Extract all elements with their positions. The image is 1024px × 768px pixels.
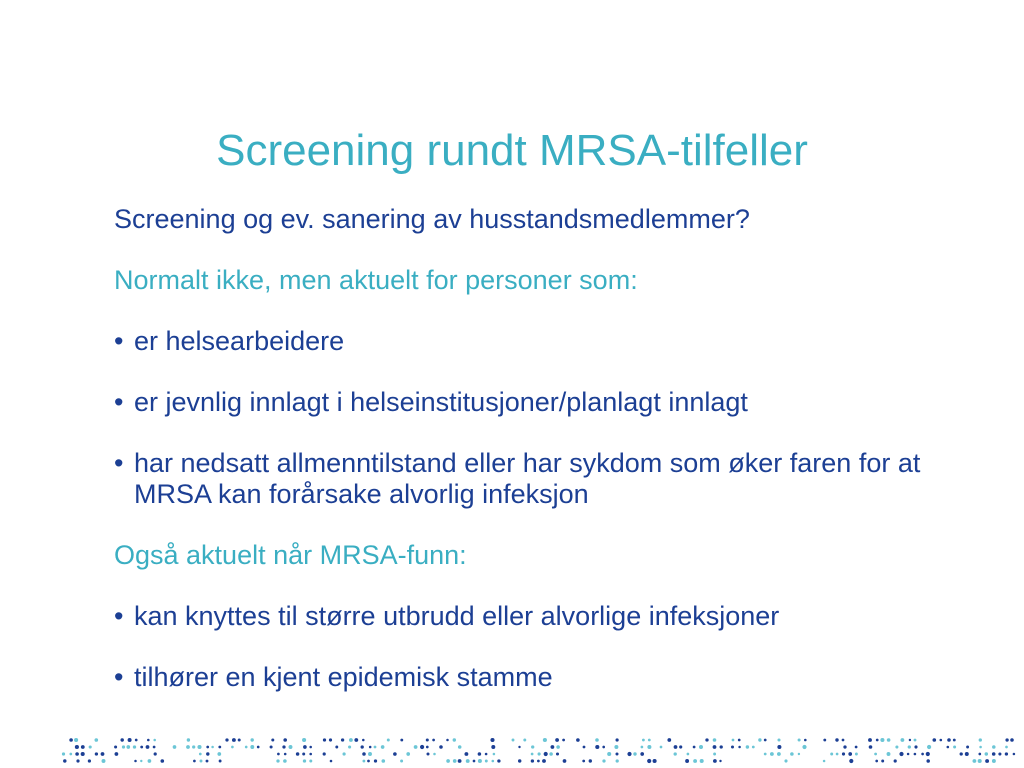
section1-heading: Normalt ikke, men aktuelt for personer som: xyxy=(114,265,638,295)
question-text: Screening og ev. sanering av husstandsmedlemmer? xyxy=(114,204,750,234)
list-item xyxy=(114,387,994,418)
list-item xyxy=(114,601,994,632)
bullet-icon: • xyxy=(114,326,124,356)
bullet-icon: • xyxy=(114,662,124,692)
bullet-icon: • xyxy=(114,601,124,631)
slide-body xyxy=(114,204,994,723)
list-item xyxy=(114,326,994,357)
list-item-text: tilhører en kjent epidemisk stamme xyxy=(134,662,553,692)
list-item-text: er helsearbeidere xyxy=(134,326,345,356)
list-item xyxy=(114,662,994,693)
bullet-icon: • xyxy=(114,448,124,478)
list-item-text: har nedsatt allmenntilstand eller har sykdom som øker faren for at MRSA kan forårsake alvorlig infeksjon xyxy=(134,448,921,509)
slide-title: Screening rundt MRSA-tilfeller xyxy=(216,126,808,175)
decorative-dot-pattern xyxy=(60,736,1020,764)
list-item xyxy=(114,448,994,510)
list-item-text: kan knyttes til større utbrudd eller alvorlige infeksjoner xyxy=(134,601,780,631)
bullet-icon: • xyxy=(114,387,124,417)
section2-heading: Også aktuelt når MRSA-funn: xyxy=(114,540,467,570)
list-item-text: er jevnlig innlagt i helseinstitusjoner/planlagt innlagt xyxy=(134,387,748,417)
